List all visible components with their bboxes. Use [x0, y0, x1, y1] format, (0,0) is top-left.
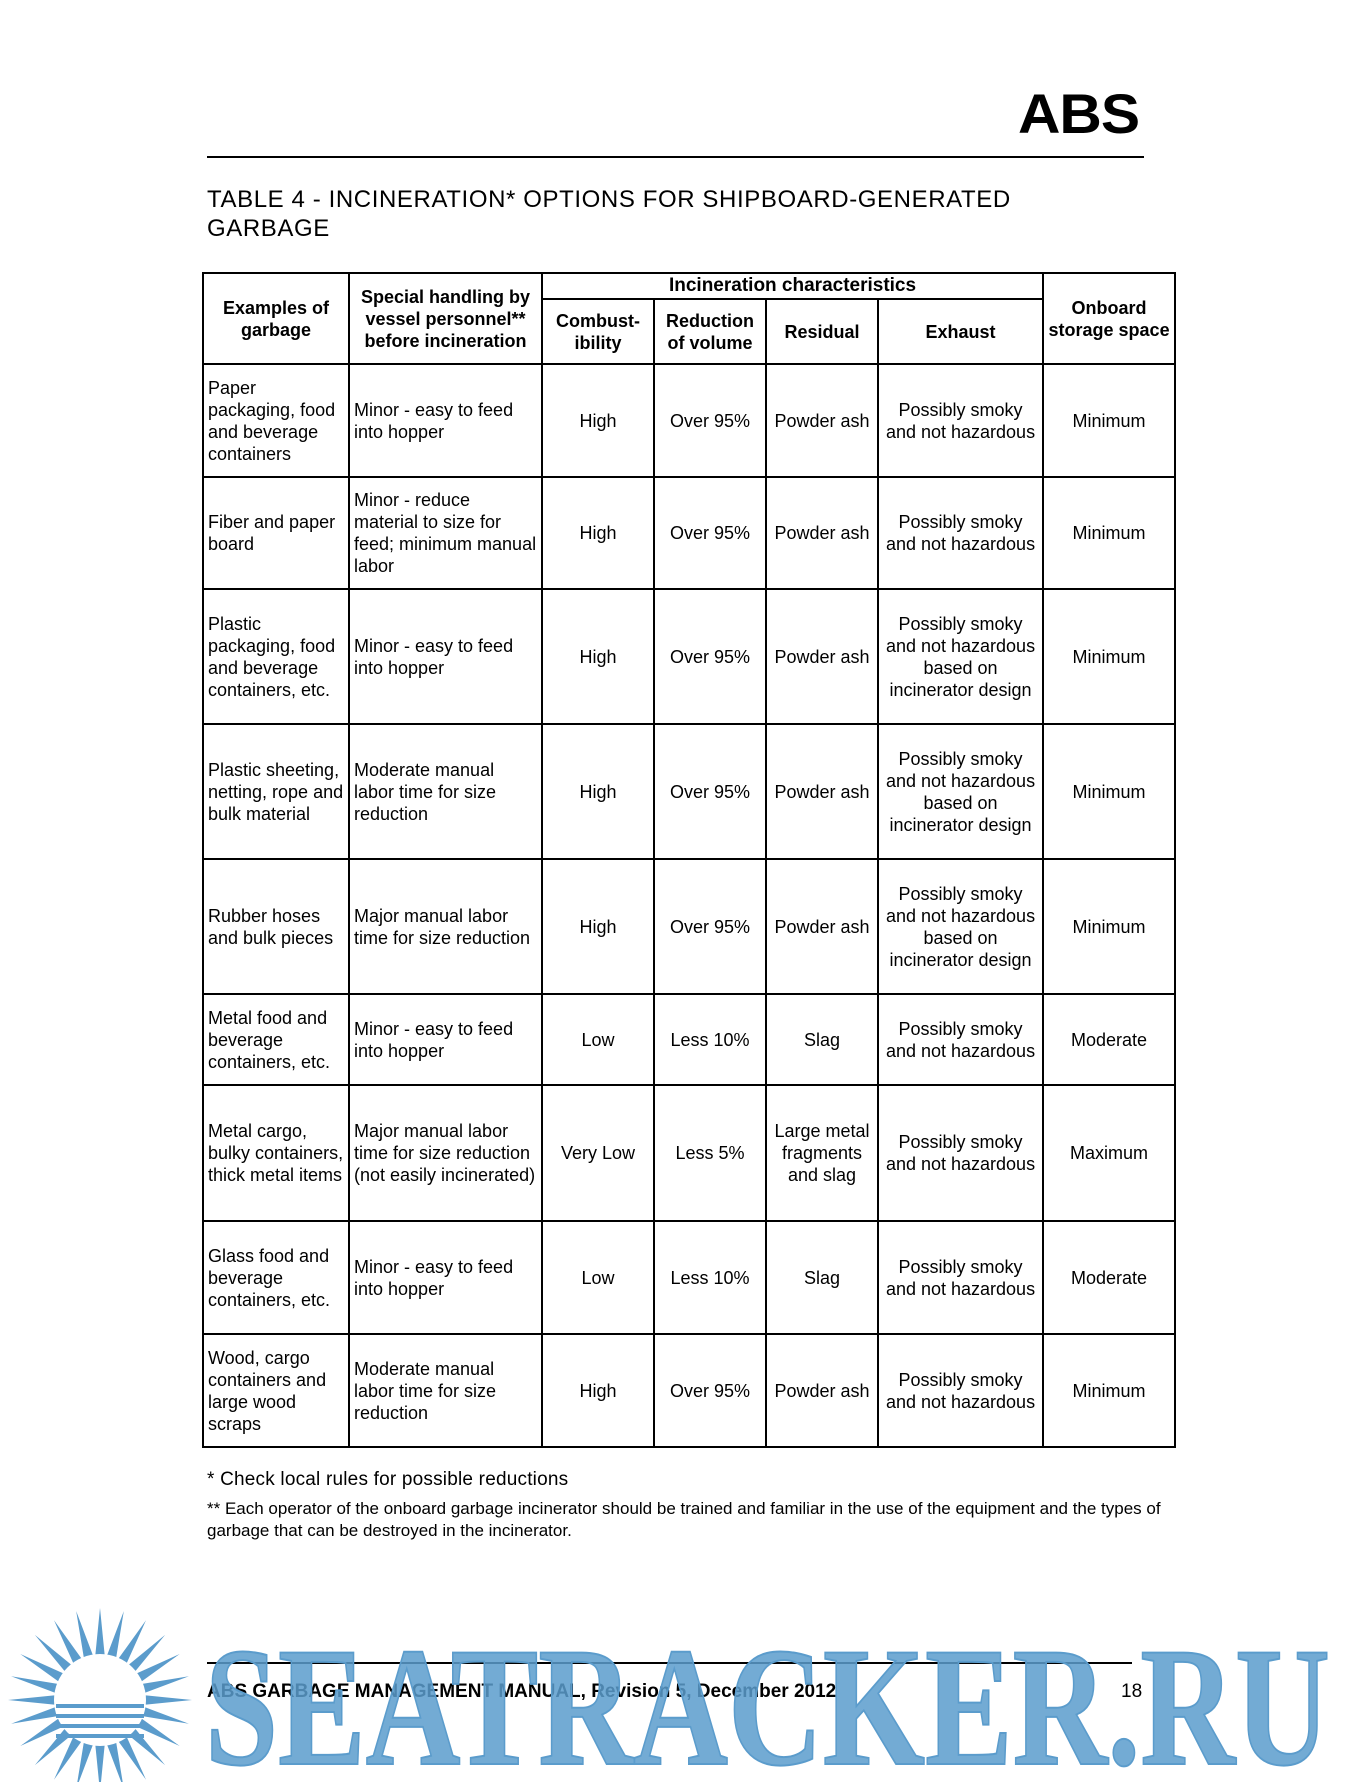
table-row [203, 1334, 1175, 1447]
cell-storage: Minimum [1043, 1334, 1175, 1447]
cell-handling: Minor - easy to feed into hopper [349, 1221, 542, 1334]
sun-wave [56, 1704, 144, 1708]
cell-combustibility: Very Low [542, 1085, 654, 1221]
cell-exhaust: Possibly smoky and not hazardous based on incinerator design [878, 859, 1043, 994]
table-row [203, 1221, 1175, 1334]
cell-combustibility: Low [542, 994, 654, 1085]
table-row [203, 364, 1175, 477]
footnote-double-asterisk: ** Each operator of the onboard garbage incinerator should be trained and familiar in the use of the equipment and the types of garbage that can be destroyed in the incinerator. [207, 1499, 1161, 1540]
cell-combustibility: High [542, 477, 654, 589]
cell-handling: Minor - easy to feed into hopper [349, 994, 542, 1085]
cell-residual: Slag [766, 1221, 878, 1334]
cell-combustibility: Low [542, 1221, 654, 1334]
cell-reduction: Less 10% [654, 994, 766, 1085]
header-exhaust: Exhaust [878, 299, 1043, 364]
header-handling: Special handling by vessel personnel** before incineration [349, 273, 542, 364]
table-row [203, 859, 1175, 994]
abs-logo: ABS [1018, 82, 1139, 145]
cell-reduction: Over 95% [654, 859, 766, 994]
header-storage: Onboard storage space [1043, 273, 1175, 364]
cell-example: Glass food and beverage containers, etc. [203, 1221, 349, 1334]
cell-storage: Minimum [1043, 859, 1175, 994]
cell-example: Fiber and paper board [203, 477, 349, 589]
table-row [203, 1085, 1175, 1221]
sun-wave [56, 1714, 144, 1718]
cell-residual: Large metal fragments and slag [766, 1085, 878, 1221]
table-row [203, 477, 1175, 589]
incineration-table [202, 272, 1176, 1448]
cell-example: Metal cargo, bulky containers, thick metal items [203, 1085, 349, 1221]
table-row [203, 589, 1175, 724]
cell-handling: Major manual labor time for size reduction [349, 859, 542, 994]
cell-example: Plastic packaging, food and beverage containers, etc. [203, 589, 349, 724]
cell-residual: Powder ash [766, 859, 878, 994]
cell-exhaust: Possibly smoky and not hazardous [878, 1334, 1043, 1447]
cell-residual: Powder ash [766, 477, 878, 589]
cell-residual: Powder ash [766, 724, 878, 859]
header-incineration-characteristics: Incineration characteristics [542, 273, 1043, 299]
cell-reduction: Less 10% [654, 1221, 766, 1334]
cell-storage: Minimum [1043, 589, 1175, 724]
cell-example: Plastic sheeting, netting, rope and bulk material [203, 724, 349, 859]
cell-combustibility: High [542, 859, 654, 994]
cell-reduction: Over 95% [654, 1334, 766, 1447]
cell-reduction: Over 95% [654, 364, 766, 477]
cell-reduction: Over 95% [654, 589, 766, 724]
cell-storage: Minimum [1043, 477, 1175, 589]
sun-wave [56, 1724, 144, 1728]
cell-combustibility: High [542, 724, 654, 859]
cell-exhaust: Possibly smoky and not hazardous [878, 477, 1043, 589]
cell-example: Metal food and beverage containers, etc. [203, 994, 349, 1085]
cell-combustibility: High [542, 364, 654, 477]
footnote-asterisk: * Check local rules for possible reductions [207, 1469, 569, 1490]
cell-handling: Moderate manual labor time for size reduction [349, 1334, 542, 1447]
cell-reduction: Over 95% [654, 724, 766, 859]
cell-residual: Slag [766, 994, 878, 1085]
seatracker-watermark [0, 1582, 1352, 1782]
sun-disc [54, 1654, 146, 1746]
header-rule [207, 156, 1144, 158]
table-row [203, 994, 1175, 1085]
cell-example: Rubber hoses and bulk pieces [203, 859, 349, 994]
cell-handling: Moderate manual labor time for size reduction [349, 724, 542, 859]
sun-wave [56, 1734, 144, 1738]
header-residual: Residual [766, 299, 878, 364]
cell-handling: Minor - reduce material to size for feed; minimum manual labor [349, 477, 542, 589]
cell-reduction: Less 5% [654, 1085, 766, 1221]
cell-handling: Major manual labor time for size reduction (not easily incinerated) [349, 1085, 542, 1221]
cell-example: Paper packaging, food and beverage containers [203, 364, 349, 477]
header-reduction: Reduction of volume [654, 299, 766, 364]
cell-exhaust: Possibly smoky and not hazardous [878, 1221, 1043, 1334]
cell-residual: Powder ash [766, 589, 878, 724]
cell-storage: Minimum [1043, 364, 1175, 477]
table-title: TABLE 4 - INCINERATION* OPTIONS FOR SHIPBOARD-GENERATED GARBAGE [207, 186, 1011, 242]
header-combustibility: Combust-ibility [542, 299, 654, 364]
header-row-group [203, 273, 1175, 299]
cell-combustibility: High [542, 589, 654, 724]
cell-storage: Maximum [1043, 1085, 1175, 1221]
cell-exhaust: Possibly smoky and not hazardous [878, 994, 1043, 1085]
cell-residual: Powder ash [766, 1334, 878, 1447]
cell-example: Wood, cargo containers and large wood scraps [203, 1334, 349, 1447]
footer-title: ABS GARBAGE MANAGEMENT MANUAL, Revision 5, December 2012 [207, 1681, 837, 1702]
sun-icon [8, 1608, 192, 1782]
cell-combustibility: High [542, 1334, 654, 1447]
cell-handling: Minor - easy to feed into hopper [349, 589, 542, 724]
cell-storage: Minimum [1043, 724, 1175, 859]
cell-exhaust: Possibly smoky and not hazardous based on incinerator design [878, 589, 1043, 724]
cell-residual: Powder ash [766, 364, 878, 477]
cell-storage: Moderate [1043, 1221, 1175, 1334]
table-row [203, 724, 1175, 859]
cell-exhaust: Possibly smoky and not hazardous based on incinerator design [878, 724, 1043, 859]
cell-storage: Moderate [1043, 994, 1175, 1085]
page-number: 18 [1121, 1681, 1143, 1702]
cell-exhaust: Possibly smoky and not hazardous [878, 1085, 1043, 1221]
watermark-text: SEATRACKER.RU [205, 1613, 1330, 1782]
cell-handling: Minor - easy to feed into hopper [349, 364, 542, 477]
cell-reduction: Over 95% [654, 477, 766, 589]
header-examples: Examples of garbage [203, 273, 349, 364]
cell-exhaust: Possibly smoky and not hazardous [878, 364, 1043, 477]
